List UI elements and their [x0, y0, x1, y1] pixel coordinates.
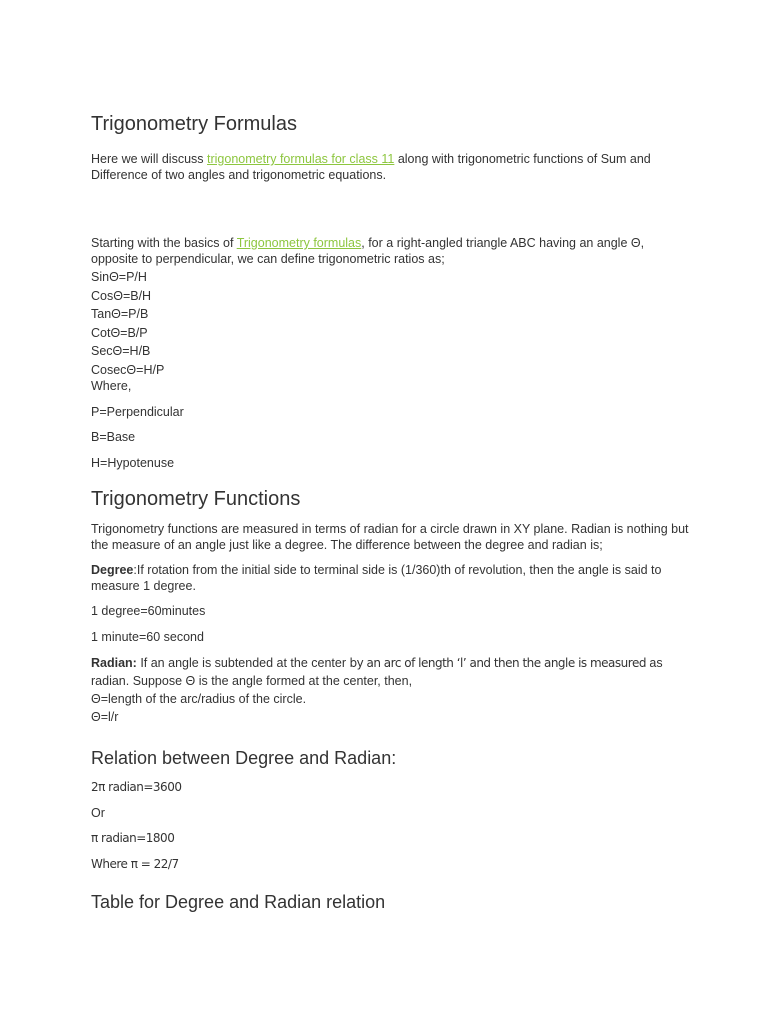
definition-perpendicular: P=Perpendicular — [91, 404, 184, 419]
intro-paragraph — [91, 151, 691, 183]
radian-formula-arc: Θ=length of the arc/radius of the circle. — [91, 691, 307, 706]
basics-text-end: , for a right-angled triangle ABC having an angle Θ, opposite to perpendicular, we can define trigonometric ratios as; — [91, 236, 645, 266]
link-trigonometry-formulas[interactable]: Trigonometry formulas — [236, 236, 362, 250]
intro-text-start: Here we will discuss — [91, 152, 208, 166]
radian-text-part1: If an angle is subtended at the center — [136, 655, 350, 670]
link-trig-formulas-class-11[interactable]: trigonometry formulas for class 11 — [207, 152, 395, 166]
degree-definition: :If rotation from the initial side to terminal side is (1/360)th of revolution, then the angle is said to measure 1 degree. — [91, 562, 662, 593]
relation-pi-value: Where π = 22/7 — [91, 856, 179, 871]
heading-table-degree-radian: Table for Degree and Radian relation — [91, 891, 386, 912]
ratio-tan: TanΘ=P/B — [91, 307, 149, 322]
heading-trigonometry-functions: Trigonometry Functions — [91, 487, 301, 510]
definition-base: B=Base — [91, 429, 136, 444]
ratio-sec: SecΘ=H/B — [91, 344, 151, 359]
heading-trigonometry-formulas: Trigonometry Formulas — [91, 113, 297, 135]
intro-text-end: along with trigonometric functions of Sum and Difference of two angles and trigonometric equations. — [91, 152, 651, 182]
radian-formulas — [91, 690, 691, 727]
relation-2pi: 2π radian=3600 — [91, 779, 182, 794]
minute-seconds: 1 minute=60 second — [91, 629, 204, 644]
radian-formula-lr: Θ=l/r — [91, 710, 119, 725]
ratio-list — [91, 268, 691, 380]
article-content — [91, 110, 691, 915]
definition-hypotenuse: H=Hypotenuse — [91, 455, 175, 470]
where-label: Where, — [91, 378, 132, 393]
radian-label: Radian: — [91, 655, 137, 670]
ratio-cot: CotΘ=B/P — [91, 325, 148, 340]
radian-text-part3: as radian. Suppose Θ is the angle formed at the center, then, — [91, 655, 663, 688]
degree-paragraph — [91, 562, 691, 594]
ratio-sin: SinΘ=P/H — [91, 270, 147, 284]
relation-pi: π radian=1800 — [91, 830, 175, 845]
radian-paragraph — [91, 654, 691, 690]
basics-text-start: Starting with the basics of — [91, 236, 237, 250]
ratio-cosec: CosecΘ=H/P — [91, 362, 165, 377]
functions-intro-paragraph: Trigonometry functions are measured in terms of radian for a circle drawn in XY plane. Radian is nothing but the measure of an angle just like a degree. The difference between the degree and radian is; — [91, 521, 689, 552]
heading-relation-degree-radian: Relation between Degree and Radian: — [91, 747, 397, 768]
basics-paragraph — [91, 235, 691, 267]
degree-minutes: 1 degree=60minutes — [91, 603, 206, 618]
degree-label: Degree — [91, 562, 134, 577]
relation-or: Or — [91, 805, 105, 820]
radian-text-part2: by an arc of length ‘l’ and then the angle is measured — [349, 655, 646, 670]
ratio-cos: CosΘ=B/H — [91, 288, 152, 303]
